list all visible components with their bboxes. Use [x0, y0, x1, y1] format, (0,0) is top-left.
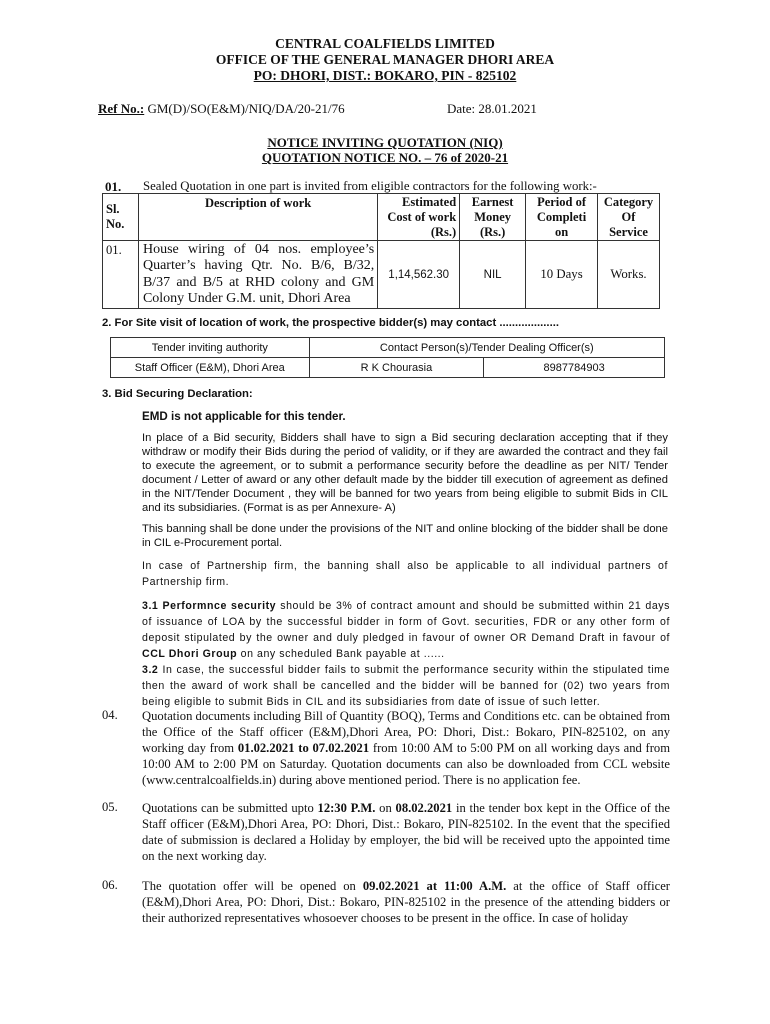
notice-title: NOTICE INVITING QUOTATION (NIQ) [267, 135, 503, 150]
partnership-paragraph: In case of Partnership firm, the banning shall also be applicable to all individual partners of Partnership firm. [142, 560, 668, 588]
contact-person: R K Chourasia [309, 358, 484, 378]
section-05-text-a: Quotations can be submitted upto [142, 801, 318, 815]
banning-paragraph: This banning shall be done under the provisions of the NIT and online blocking of the bidder shall be done in CIL e-Procurement portal. [142, 523, 668, 549]
section-06-text-a: The quotation offer will be opened on [142, 879, 363, 893]
company-name: CENTRAL COALFIELDS LIMITED [275, 36, 495, 51]
work-table [102, 193, 660, 309]
section-03-title: 3. Bid Securing Declaration: [102, 388, 253, 400]
notice-subtitle: QUOTATION NOTICE NO. – 76 of 2020-21 [261, 150, 509, 165]
row-sl: 01. [103, 241, 139, 309]
contact-header-person: Contact Person(s)/Tender Dealing Officer(s) [309, 338, 664, 358]
section-05-text-b: on [375, 801, 396, 815]
section-05-time: 12:30 P.M. [317, 801, 376, 815]
section-02-title: 2. For Site visit of location of work, the prospective bidder(s) may contact ................... [102, 317, 559, 329]
section-05-text [142, 800, 670, 864]
section-01-text: Sealed Quotation in one part is invited from eligible contractors for the following work:- [143, 179, 597, 193]
header-earnest-money: Earnest Money (Rs.) [460, 194, 526, 241]
contact-header-authority: Tender inviting authority [111, 338, 310, 358]
performance-security-text-end: on any scheduled Bank payable at ...... [237, 648, 445, 660]
header-sl: Sl. No. [103, 194, 139, 241]
row-estimated-cost: 1,14,562.30 [378, 241, 460, 309]
ref-label: Ref No.: [98, 101, 145, 116]
header-description: Description of work [138, 194, 377, 241]
clause-3-2-text: In case, the successful bidder fails to submit the performance security within the stipulated time then the award of work shall be cancelled and the bidder will be banned for (02) two years from being eligible to submit Bids in CIL and its subsidiaries from date of issue of such letter. [142, 664, 670, 708]
performance-security-text: should be 3% of contract amount and should be submitted within 21 days of issuance of LOA by the successful bidder in form of Govt. securities, FDR or any other form of deposit stipulated by the owner and duly pledged in favour of owner OR Demand Draft in favour of [142, 600, 670, 644]
contact-table [110, 337, 665, 378]
row-earnest-money: NIL [460, 241, 526, 309]
row-category: Works. [598, 241, 660, 309]
row-description: House wiring of 04 nos. employee’s Quarter’s having Qtr. No. B/6, B/32, B/37 and B/5 at RHD colony and GM Colony Under G.M. unit, Dhori Area [138, 241, 377, 309]
emd-note: EMD is not applicable for this tender. [142, 410, 346, 423]
performance-security-label: 3.1 Performnce security [142, 600, 277, 612]
ref-value: GM(D)/SO(E&M)/NIQ/DA/20-21/76 [144, 101, 345, 116]
ref-date: Date: 28.01.2021 [447, 101, 537, 116]
bid-security-paragraph: In place of a Bid security, Bidders shall have to sign a Bid securing declaration accepting that if they withdraw or modify their Bids during the period of validity, or if they are awarded the contract and they fail to execute the agreement, or to submit a performance security before the deadline as per NIT/ Tender document / Letter of award or any other default made by the bidder till execution of agreement as defined in the NIT/Tender Document , they will be banned for two years from being eligible to submit Bids in CIL and its subsidiaries. (Format is as per Annexure- A) [142, 432, 668, 514]
header-category: Category Of Service [598, 194, 660, 241]
office-name: OFFICE OF THE GENERAL MANAGER DHORI AREA [215, 52, 555, 67]
section-06-number: 06. [102, 878, 118, 892]
ccl-dhori-group: CCL Dhori Group [142, 648, 238, 660]
work-table-header-row [103, 194, 660, 241]
work-table-row [103, 241, 660, 309]
section-04-text [142, 708, 670, 788]
section-06-text [142, 878, 670, 926]
section-06-text-b: at the office of Staff officer (E&M),Dhori Area, PO: Dhori, Dist.: Bokaro, PIN-825102 in the presence of the attending bidders or their authorized representatives whosoever chooses to be present in the office. In case of holiday [142, 879, 670, 925]
section-05-text-c: in the tender box kept in the Office of the Staff officer (E&M),Dhori Area, PO: Dhori, Dist.: Bokaro, PIN-825102. In the event that the specified date of submission is declared a Holiday by employer, the bid will be received upto the appointed time on the next working day. [142, 801, 671, 863]
section-01-number: 01. [105, 179, 122, 194]
performance-security-paragraph [142, 598, 670, 662]
section-04-number: 04. [102, 708, 118, 722]
section-04-dates: 01.02.2021 to 07.02.2021 [237, 741, 370, 755]
section-04-text-a: Quotation documents including Bill of Quantity (BOQ), Terms and Conditions etc. can be obtained from the Office of the Staff officer (E&M),Dhori Area, PO: Dhori, Dist.: Bokaro, PIN-825102, on any working day from [142, 709, 670, 755]
section-05-date: 08.02.2021 [395, 801, 453, 815]
contact-phone: 8987784903 [484, 358, 665, 378]
section-06-datetime: 09.02.2021 at 11:00 A.M. [362, 879, 507, 893]
section-05-number: 05. [102, 800, 118, 814]
section-04-text-b: from 10:00 AM to 5:00 PM on all working days and from 10:00 AM to 2:00 PM on Saturday. Quotation documents can also be downloaded from CCL website (www.centralcoalfields.in) during above mentioned period. There is no application fee. [142, 741, 670, 787]
contact-table-row [111, 358, 665, 378]
contact-table-header-row [111, 338, 665, 358]
header-estimated-cost: Estimated Cost of work (Rs.) [378, 194, 460, 241]
bidder-fail-paragraph [142, 662, 670, 710]
row-period: 10 Days [526, 241, 598, 309]
contact-authority: Staff Officer (E&M), Dhori Area [111, 358, 310, 378]
office-address: PO: DHORI, DIST.: BOKARO, PIN - 825102 [253, 68, 517, 83]
header-period: Period of Completi on [526, 194, 598, 241]
ref-line [98, 101, 345, 117]
clause-3-2-label: 3.2 [142, 664, 159, 676]
